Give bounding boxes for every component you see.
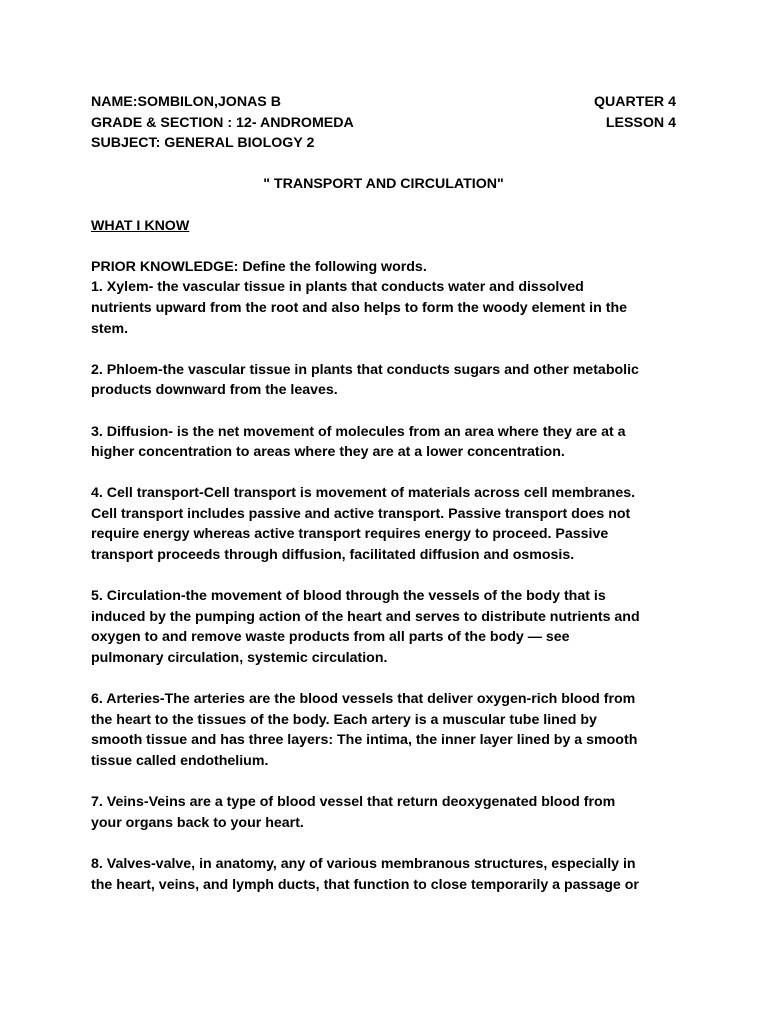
definition-line: require energy whereas active transport requires energy to proceed. Passive <box>91 526 609 543</box>
definition-line: stem. <box>91 320 129 337</box>
definition-item <box>91 422 676 463</box>
definition-line: pulmonary circulation, systemic circulation. <box>91 650 388 667</box>
definition-item <box>91 277 676 339</box>
definition-line: the heart, veins, and lymph ducts, that function to close temporarily a passage or <box>91 876 639 893</box>
definition-line: 3. Diffusion- is the net movement of molecules from an area where they are at a <box>91 423 626 440</box>
definition-line: higher concentration to areas where they are at a lower concentration. <box>91 444 565 461</box>
student-name: NAME:SOMBILON,JONAS B <box>91 94 281 110</box>
definition-line: tissue called endothelium. <box>91 753 269 769</box>
definition-line: induced by the pumping action of the heart and serves to distribute nutrients and <box>91 608 640 625</box>
lesson-label: LESSON 4 <box>605 114 676 131</box>
definition-line: your organs back to your heart. <box>91 814 304 831</box>
quarter-label: QUARTER 4 <box>594 94 676 110</box>
header-row-2 <box>91 113 676 134</box>
definition-line: transport proceeds through diffusion, facilitated diffusion and osmosis. <box>91 547 575 564</box>
prior-knowledge-label: PRIOR KNOWLEDGE: Define the following words. <box>91 258 427 275</box>
definition-line: 2. Phloem-the vascular tissue in plants that conducts sugars and other metabolic <box>91 361 639 378</box>
definition-item <box>91 360 676 401</box>
definition-line: smooth tissue and has three layers: The intima, the inner layer lined by a smooth <box>91 732 638 749</box>
definition-item <box>91 483 676 565</box>
definition-line: nutrients upward from the root and also helps to form the woody element in the <box>91 299 628 316</box>
definition-line: the heart to the tissues of the body. Each artery is a muscular tube lined by <box>91 711 597 728</box>
definition-item <box>91 854 676 895</box>
definition-line: 7. Veins-Veins are a type of blood vessel that return deoxygenated blood from <box>91 794 616 811</box>
definition-line: 8. Valves-valve, in anatomy, any of various membranous structures, especially in <box>91 855 636 872</box>
definition-line: Cell transport includes passive and active transport. Passive transport does not <box>91 505 631 522</box>
definition-line: 6. Arteries-The arteries are the blood vessels that deliver oxygen-rich blood from <box>91 691 636 708</box>
document-title: " TRANSPORT AND CIRCULATION" <box>263 176 504 193</box>
document-page <box>91 92 676 895</box>
grade-section: GRADE & SECTION : 12- ANDROMEDA <box>91 114 354 131</box>
definition-line: 4. Cell transport-Cell transport is movement of materials across cell membranes. <box>91 485 636 502</box>
definition-item <box>91 689 676 771</box>
definition-list <box>91 277 676 895</box>
subject-line: SUBJECT: GENERAL BIOLOGY 2 <box>91 135 315 152</box>
definition-line: products downward from the leaves. <box>91 382 338 399</box>
definition-item <box>91 792 676 833</box>
section-heading: WHAT I KNOW <box>91 217 190 234</box>
definition-line: oxygen to and remove waste products from all parts of the body — see <box>91 629 570 646</box>
definition-item <box>91 586 676 668</box>
definition-line: 5. Circulation-the movement of blood through the vessels of the body that is <box>91 588 606 605</box>
header-row-1 <box>91 92 676 113</box>
definition-line: 1. Xylem- the vascular tissue in plants that conducts water and dissolved <box>91 279 584 296</box>
